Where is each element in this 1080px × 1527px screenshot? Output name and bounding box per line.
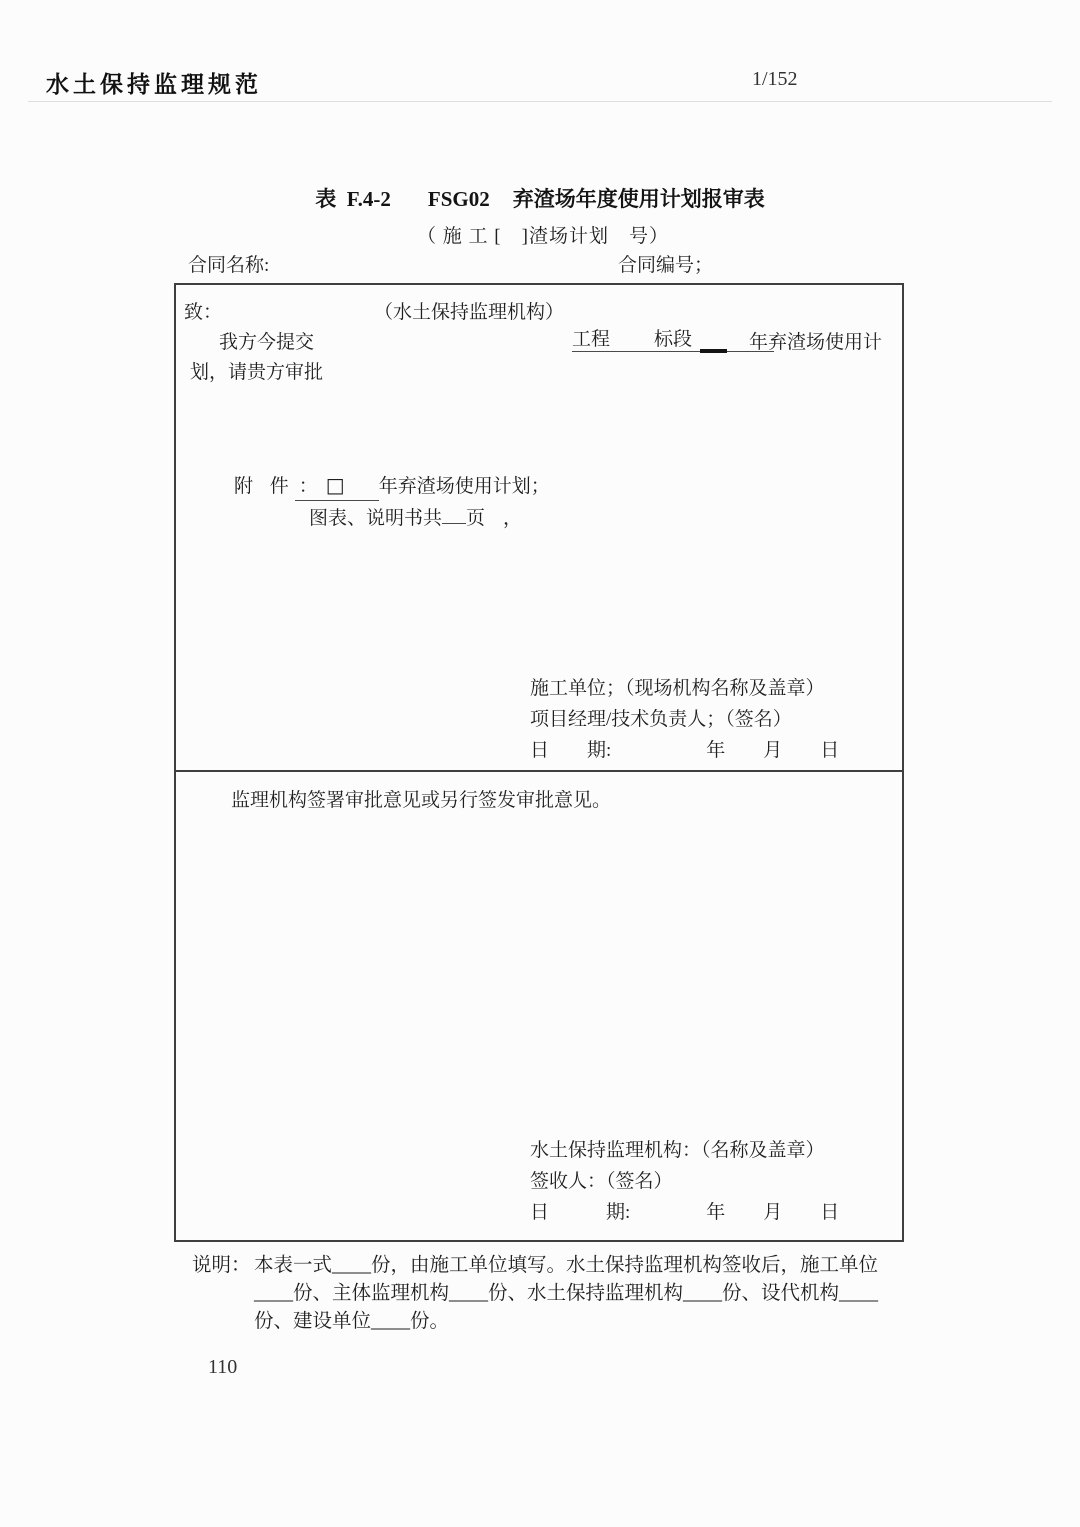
submit-statement-continued: 划，请贵方审批 [190,362,324,383]
contract-name-label: 合同名称: [188,255,270,276]
to-label: 致： [184,302,223,323]
attachment-pages-unit: 页 [466,508,486,529]
pages-blank [442,504,466,524]
supervision-receiver-line: 签收人：（签名） [530,1171,673,1192]
form-subtitle: （ 施 工 [ ]渣场计划 号） [417,226,669,247]
attachment-item-1: 年弃渣场使用计划； [378,476,550,497]
notes-lines [192,1252,932,1336]
attachment-comma: ， [503,508,523,529]
project-label: 工程 [572,329,611,350]
form-code: FSG02 [427,187,490,211]
attachment-line-2 [309,503,522,530]
submit-statement-prefix: 我方今提交 [219,332,315,353]
submit-statement-suffix: 年弃渣场使用计 [749,332,883,353]
attachment-line-1 [234,471,550,501]
supervision-opinion-note: 监理机构签署审批意见或另行签发审批意见。 [231,790,612,811]
attachment-item-2-prefix: 图表、说明书共 [309,508,443,529]
contractor-manager-line: 项目经理/技术负责人；（签名） [530,709,792,730]
notes-line: 本表一式____份，由施工单位填写。水土保持监理机构签收后，施工单位 [254,1255,879,1276]
to-organization: （水土保持监理机构） [374,302,565,323]
notes-line: ____份、主体监理机构____份、水土保持监理机构____份、设代机构____ [254,1283,879,1304]
supervision-signature-block [530,1135,839,1228]
footer-page-number: 110 [208,1356,238,1378]
notes-line: 份、建设单位____份。 [254,1311,450,1332]
checkbox-icon: □ [325,473,345,497]
contractor-date-line: 日 期: 年 月 日 [530,740,840,761]
form-title [0,183,1080,213]
document-title: 水土保持监理规范 [46,71,262,97]
notes-label: 说明： [192,1255,251,1276]
contractor-signature-block [530,673,839,766]
supervision-agency-line: 水土保持监理机构：（名称及盖章） [530,1140,825,1161]
notes-block [192,1252,932,1336]
contract-number-label: 合同编号； [618,255,714,276]
section-label: 标段 [654,329,693,350]
supervision-date-line: 日 期: 年 月 日 [530,1202,840,1223]
form-box [174,283,904,1242]
filled-dash [700,349,727,353]
project-section-blank [572,325,774,352]
contractor-unit-line: 施工单位；（现场机构名称及盖章） [530,678,825,699]
form-name: 弃渣场年度使用计划报审表 [512,187,765,211]
page-indicator: 1/152 [752,68,798,90]
header-divider [28,101,1052,102]
attachment-blank [295,471,379,501]
attachment-label: 附 件 [234,476,295,497]
box-section-divider [176,770,902,772]
form-table-number: 表 F.4-2 [315,187,391,211]
attachment-colon: ： [298,476,318,497]
